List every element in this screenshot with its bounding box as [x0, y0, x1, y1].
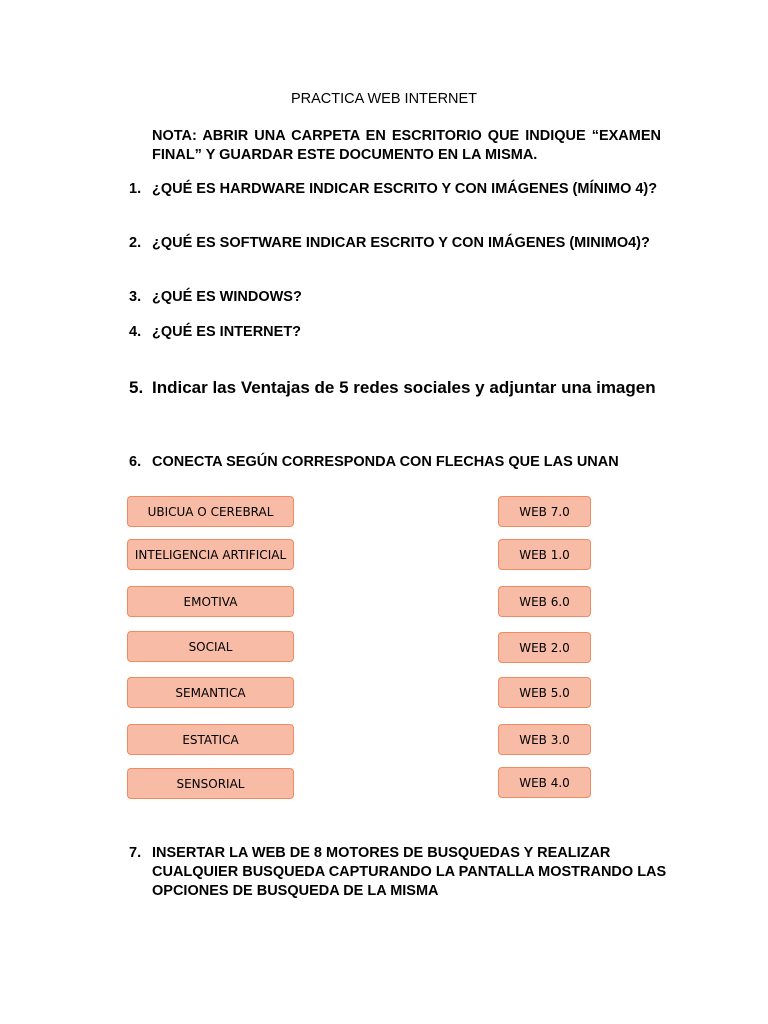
question-text: CONECTA SEGÚN CORRESPONDA CON FLECHAS QUE LAS UNAN	[152, 454, 619, 470]
match-left-box: SENSORIAL	[127, 768, 294, 799]
question-7	[129, 844, 669, 901]
match-left-box: EMOTIVA	[127, 586, 294, 617]
match-right-box: WEB 4.0	[498, 767, 591, 798]
question-3	[129, 288, 669, 307]
question-number: 2.	[129, 235, 142, 251]
match-right-box: WEB 2.0	[498, 632, 591, 663]
match-right-box: WEB 1.0	[498, 539, 591, 570]
match-left-box: SOCIAL	[127, 631, 294, 662]
question-number: 3.	[129, 289, 142, 305]
document-title: PRACTICA WEB INTERNET	[290, 91, 478, 107]
question-1	[129, 180, 669, 199]
question-text: INSERTAR LA WEB DE 8 MOTORES DE BUSQUEDAS Y REALIZAR CUALQUIER BUSQUEDA CAPTURANDO LA PANTALLA MOSTRANDO LAS OPCIONES DE BUSQUEDA DE LA MISMA	[152, 845, 667, 899]
question-text: Indicar las Ventajas de 5 redes sociales y adjuntar una imagen	[152, 378, 656, 397]
question-number: 4.	[129, 324, 142, 340]
question-4	[129, 323, 669, 342]
match-left-box: INTELIGENCIA ARTIFICIAL	[127, 539, 294, 570]
match-right-box: WEB 3.0	[498, 724, 591, 755]
match-left-box: ESTATICA	[127, 724, 294, 755]
question-number: 7.	[129, 845, 142, 861]
question-text: ¿QUÉ ES HARDWARE INDICAR ESCRITO Y CON IMÁGENES (MÍNIMO 4)?	[152, 181, 658, 197]
match-right-box: WEB 6.0	[498, 586, 591, 617]
match-left-box: SEMANTICA	[127, 677, 294, 708]
question-number: 5.	[129, 378, 144, 397]
question-2	[129, 234, 669, 253]
question-text: ¿QUÉ ES WINDOWS?	[152, 289, 302, 305]
question-number: 1.	[129, 181, 142, 197]
match-right-box: WEB 7.0	[498, 496, 591, 527]
question-text: ¿QUÉ ES SOFTWARE INDICAR ESCRITO Y CON IMÁGENES (MINIMO4)?	[152, 235, 650, 251]
question-5	[129, 377, 669, 398]
question-text: ¿QUÉ ES INTERNET?	[152, 324, 302, 340]
match-left-box: UBICUA O CEREBRAL	[127, 496, 294, 527]
question-number: 6.	[129, 454, 142, 470]
exam-note: NOTA: ABRIR UNA CARPETA EN ESCRITORIO QUE INDIQUE “EXAMEN FINAL” Y GUARDAR ESTE DOCUMENTO EN LA MISMA.	[152, 128, 661, 163]
question-6	[129, 453, 669, 472]
match-right-box: WEB 5.0	[498, 677, 591, 708]
